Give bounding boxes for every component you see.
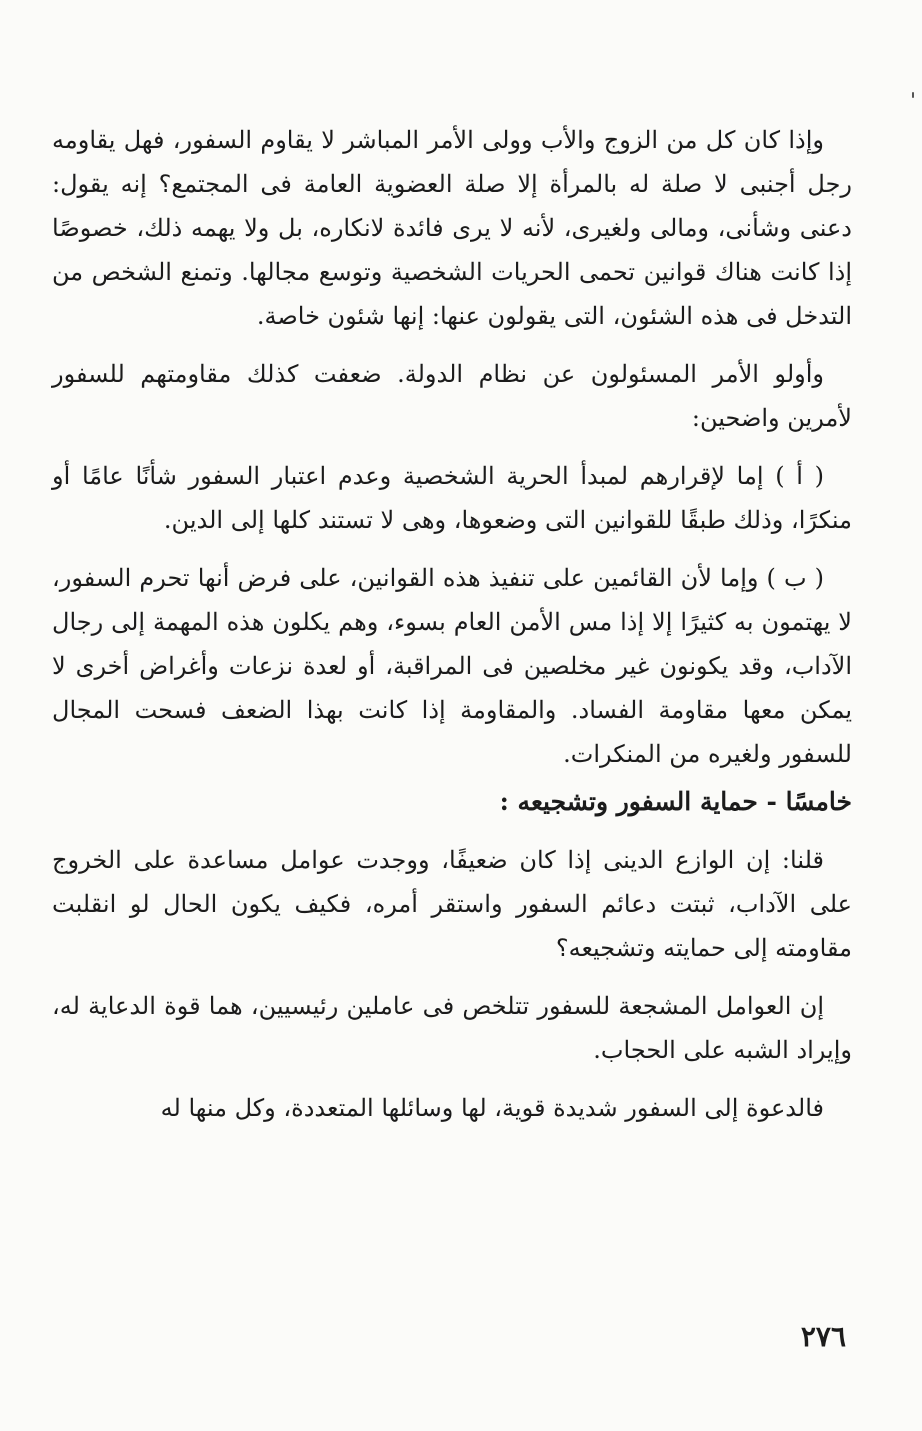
scan-edge-mark xyxy=(912,92,914,98)
section-heading: خامسًا - حماية السفور وتشجيعه : xyxy=(499,787,852,816)
paragraph-2: وأولو الأمر المسئولون عن نظام الدولة. ضعفت كذلك مقاومتهم للسفور لأمرين واضحين: xyxy=(52,360,852,432)
paragraph-point-b: ( ب ) وإما لأن القائمين على تنفيذ هذه القوانين، على فرض أنها تحرم السفور، لا يهتمون به كثيرًا إلا إذا مس الأمن العام بسوء، وهم يكلون هذه المهمة إلى رجال الآداب، وقد يكونون غير مخلصين فى المراقبة، أو لعدة نزعات وأغراض أخرى لا يمكن معها مقاومة الفساد. والمقاومة إذا كانت بهذا الضعف فسحت المجال للسفور ولغيره من المنكرات. xyxy=(52,564,853,768)
paragraph-7: فالدعوة إلى السفور شديدة قوية، لها وسائلها المتعددة، وكل منها له xyxy=(160,1094,824,1122)
paragraph-point-a: ( أ ) إما لإقرارهم لمبدأ الحرية الشخصية وعدم اعتبار السفور شأنًا عامًا أو منكرًا، وذلك طبقًا للقوانين التى وضعوها، وهى لا تستند كلها إلى الدين. xyxy=(52,462,852,534)
book-page-body xyxy=(52,118,852,1130)
page-number: ٢٧٦ xyxy=(800,1320,846,1353)
paragraph-5: قلنا: إن الوازع الدينى إذا كان ضعيفًا، ووجدت عوامل مساعدة على الخروج على الآداب، ثبتت دعائم السفور واستقر أمره، فكيف يكون الحال لو انقلبت مقاومته إلى حمايته وتشجيعه؟ xyxy=(52,846,852,962)
paragraph-1: وإذا كان كل من الزوج والأب وولى الأمر المباشر لا يقاوم السفور، فهل يقاومه رجل أجنبى لا صلة له بالمرأة إلا صلة العضوية العامة فى المجتمع؟ إنه يقول: دعنى وشأنى، ومالى ولغيرى، لأنه لا يرى فائدة لانكاره، بل ولا يهمه ذلك، خصوصًا إذا كانت هناك قوانين تحمى الحريات الشخصية وتوسع مجالها. وتمنع الشخص من التدخل فى هذه الشئون، التى يقولون عنها: إنها شئون خاصة. xyxy=(52,126,852,330)
paragraph-6: إن العوامل المشجعة للسفور تتلخص فى عاملين رئيسيين، هما قوة الدعاية له، وإيراد الشبه على الحجاب. xyxy=(52,992,852,1064)
